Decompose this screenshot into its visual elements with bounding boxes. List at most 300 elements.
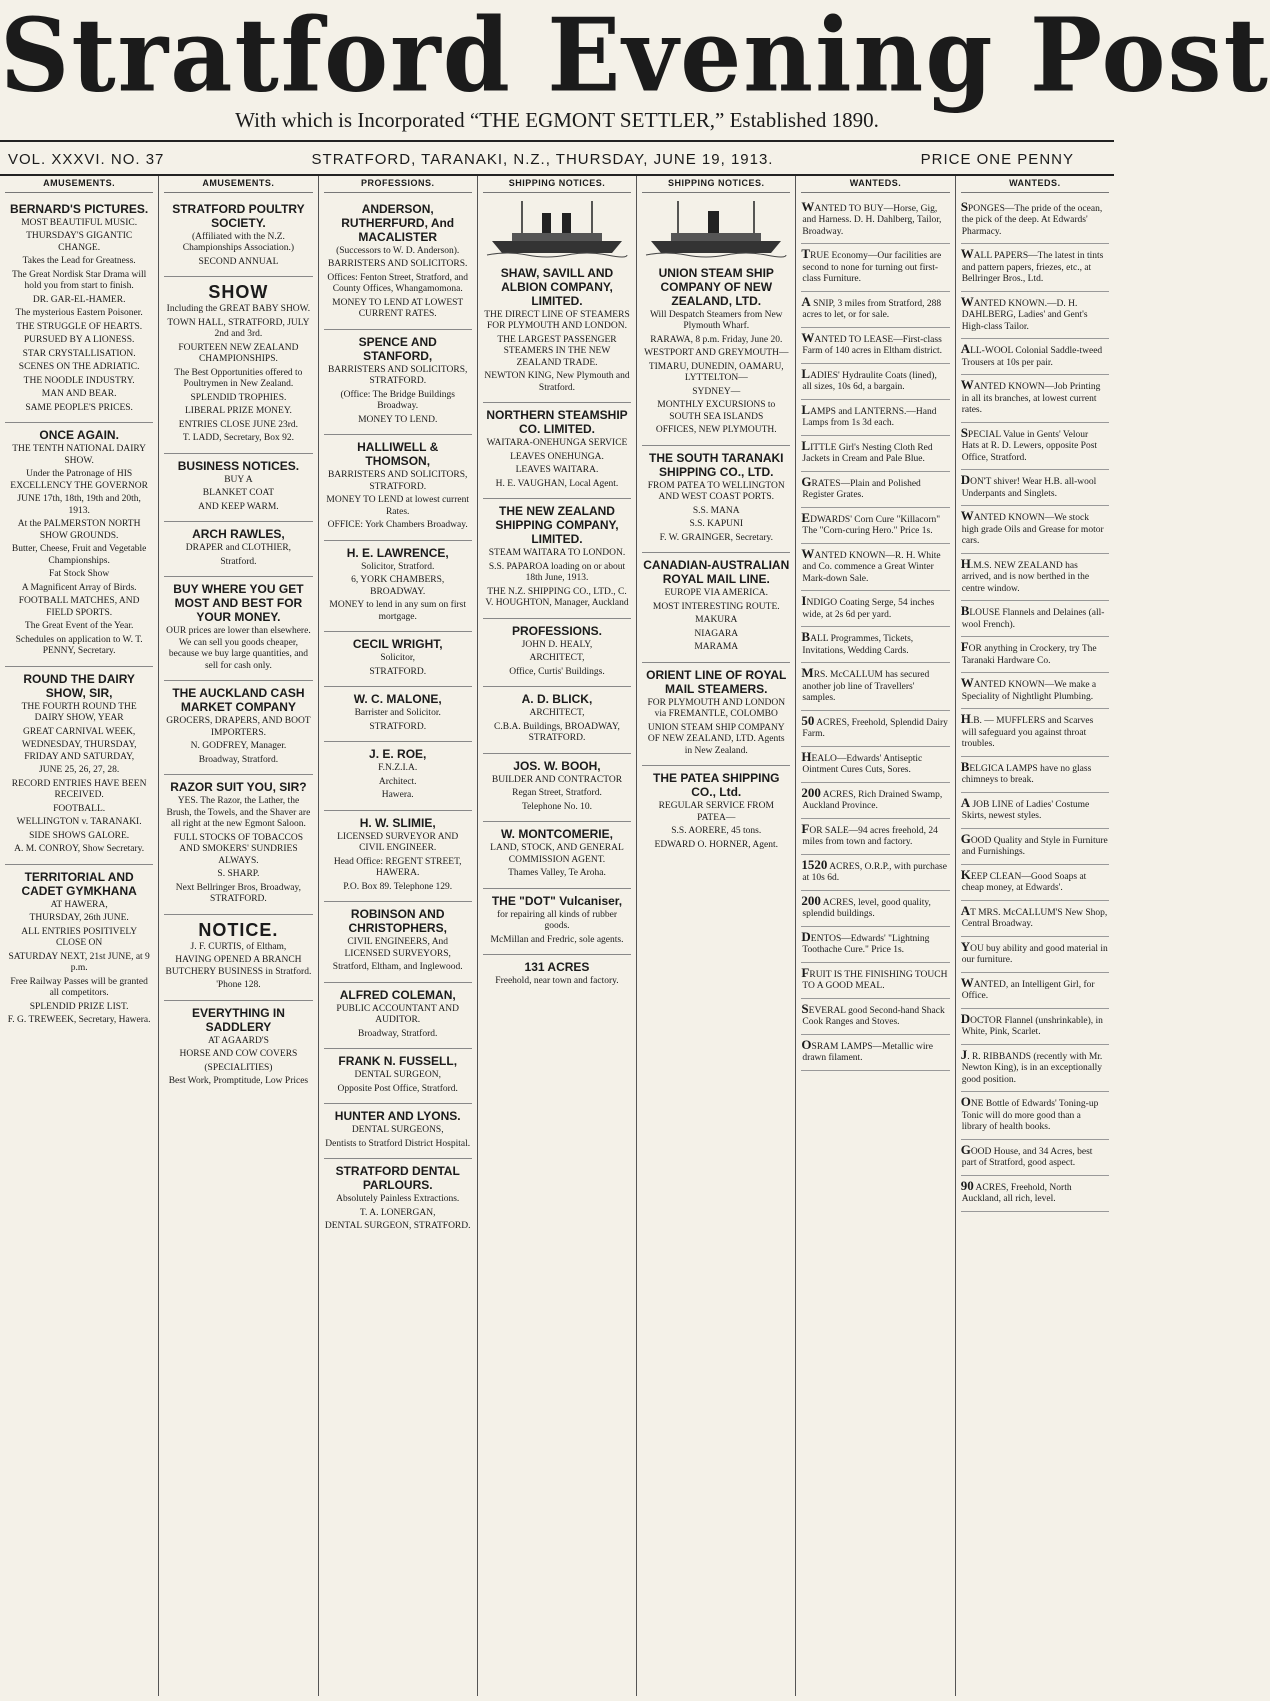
advertisement-title: SHOW — [208, 282, 269, 302]
column-wanteds-1 — [796, 176, 955, 1696]
advertisement-line: THE N.Z. SHIPPING CO., LTD., C. V. HOUGHTON, Manager, Auckland — [485, 586, 629, 608]
advertisement-line: FOOTBALL MATCHES, AND FIELD SPORTS. — [18, 596, 140, 618]
classified-text: OU buy ability and good material in our furniture. — [961, 943, 1108, 965]
classified-ad — [801, 508, 949, 544]
classified-initial: 90 — [960, 1177, 974, 1193]
newspaper-title: Stratford Evening Post — [0, 0, 1270, 115]
advertisement — [483, 955, 631, 996]
advertisement-line: YES. The Razor, the Lather, the Brush, the Towels, and the Shaver are all right at the new Egmont Saloon. — [166, 796, 311, 829]
advertisement-line: Free Railway Passes will be granted all competitors. — [10, 976, 148, 998]
advertisement-title: THE "DOT" Vulcaniser, — [491, 893, 623, 908]
classified-ad — [801, 328, 949, 364]
advertisement-title: A. D. BLICK, — [521, 692, 593, 706]
classified-text: ADIES' Hydraulite Coats (lined), all sizes, 10s 6d, a bargain. — [802, 370, 937, 392]
classified-ad — [961, 1140, 1109, 1176]
classified-text: T MRS. McCALLUM'S New Shop, Central Broadway. — [961, 907, 1108, 929]
advertisement-line: 'Phone 128. — [216, 980, 261, 990]
advertisement-line: RARAWA, 8 p.m. Friday, June 20. — [650, 334, 783, 345]
column-wanteds-2 — [956, 176, 1114, 1696]
advertisement-title: SHAW, SAVILL AND ALBION COMPANY, LIMITED. — [500, 265, 614, 308]
classified-text: .B. — MUFFLERS and Scarves will safeguard you against throat troubles. — [961, 716, 1094, 749]
advertisement-line: Fat Stock Show — [49, 569, 110, 579]
advertisement-line: Stratford, Eltham, and Inglewood. — [332, 962, 463, 972]
classified-ad — [801, 400, 949, 436]
advertisement-title: ROBINSON AND CHRISTOPHERS, — [348, 907, 447, 935]
advertisement-line: PUBLIC ACCOUNTANT AND AUDITOR. — [336, 1003, 459, 1025]
classified-text: ANTED KNOWN—Job Printing in all its branches, at lowest current rates. — [961, 382, 1101, 415]
classified-ad — [961, 937, 1109, 973]
advertisement — [5, 423, 153, 667]
advertisement-title: BUY WHERE YOU GET MOST AND BEST FOR YOUR MONEY. — [173, 582, 304, 624]
classified-ad — [961, 829, 1109, 865]
advertisement-title: TERRITORIAL AND CADET GYMKHANA — [21, 869, 137, 898]
advertisement — [5, 197, 153, 424]
advertisement-line: THURSDAY, 26th JUNE. — [29, 913, 129, 923]
classified-initial: A — [960, 794, 971, 810]
advertisement — [324, 541, 472, 633]
classified-ad — [801, 663, 949, 711]
classified-text: RATES—Plain and Polished Register Grates. — [802, 478, 921, 500]
advertisement-line: MONTHLY EXCURSIONS to SOUTH SEA ISLANDS — [657, 400, 776, 422]
classified-text: LL-WOOL Colonial Saddle-tweed Trousers at 10s per pair. — [961, 346, 1103, 368]
advertisement-line: BARRISTERS AND SOLICITORS. — [327, 259, 468, 269]
advertisement-line: H. E. VAUGHAN, Local Agent. — [495, 478, 619, 489]
advertisement-line: McMillan and Fredric, sole agents. — [490, 934, 624, 945]
advertisement-line: A. M. CONROY, Show Secretary. — [14, 844, 145, 854]
advertisement-line: ENTRIES CLOSE JUNE 23rd. — [178, 419, 299, 430]
advertisement-line: JUNE 17th, 18th, 19th and 20th, 1913. — [17, 494, 141, 516]
advertisement-title: W. MONTCOMERIE, — [500, 827, 613, 841]
advertisement-line: AT HAWERA, — [50, 899, 108, 910]
advertisement-line: Offices: Fenton Street, Stratford, and County Offices, Whangamomona. — [327, 272, 469, 294]
classified-ad — [801, 819, 949, 855]
classified-ad — [801, 963, 949, 999]
advertisement-title: ALFRED COLEMAN, — [339, 987, 456, 1002]
advertisement-line: MONEY to lend in any sum on first mortgage. — [329, 600, 466, 622]
classified-ad — [961, 865, 1109, 901]
advertisement — [324, 983, 472, 1050]
advertisement-line: ARCHITECT, — [529, 653, 585, 663]
classified-ad — [961, 637, 1109, 673]
price: PRICE ONE PENNY — [920, 150, 1074, 168]
column-heading: PROFESSIONS. — [324, 178, 472, 193]
classified-ad — [801, 747, 949, 783]
advertisement — [642, 553, 790, 663]
classified-ad — [961, 1009, 1109, 1045]
advertisement-line: TOWN HALL, STRATFORD, JULY 2nd and 3rd. — [167, 317, 310, 339]
advertisement-line: UNION STEAM SHIP COMPANY OF NEW ZEALAND, LTD. Agents in New Zealand. — [647, 722, 785, 756]
advertisement-line: T. LADD, Secretary, Box 92. — [182, 433, 294, 443]
advertisement-line: DRAPER and CLOTHIER, — [185, 543, 292, 553]
classified-text: ALL Programmes, Tickets, Invitations, Wedding Cards. — [802, 634, 914, 656]
column-heading: WANTEDS. — [801, 178, 949, 193]
advertisement-line: OFFICE: York Chambers Broadway. — [327, 520, 468, 530]
advertisement-line: CIVIL ENGINEERS, And LICENSED SURVEYORS, — [344, 937, 451, 959]
advertisement-line: EDWARD O. HORNER, Agent. — [654, 839, 779, 850]
classified-ad — [801, 244, 949, 292]
advertisement — [5, 667, 153, 865]
classified-ad — [961, 1176, 1109, 1212]
advertisement — [324, 330, 472, 436]
advertisement-line: SYDNEY— — [692, 386, 741, 397]
advertisement-line: BLANKET COAT — [202, 488, 275, 498]
advertisement-line: MAN AND BEAR. — [41, 389, 117, 399]
advertisement-line: WESTPORT AND GREYMOUTH— — [644, 348, 789, 358]
advertisement-line: (SPECIALITIES) — [204, 1062, 273, 1073]
classified-ad — [801, 1035, 949, 1071]
classified-text: ANTED TO BUY—Horse, Gig, and Harness. D. H. Dahlberg, Tailor, Broadway. — [802, 203, 942, 237]
advertisement-line: Head Office: REGENT STREET, HAWERA. — [333, 856, 462, 878]
advertisement-line: N. GODFREY, Manager. — [190, 741, 287, 751]
advertisement-title: STRATFORD POULTRY SOCIETY. — [172, 201, 305, 230]
advertisement-line: 6, YORK CHAMBERS, BROADWAY. — [351, 575, 445, 597]
advertisement-line: THE NOODLE INDUSTRY. — [23, 375, 135, 386]
advertisement-line: S.S. PAPAROA loading on or about 18th June, 1913. — [488, 561, 626, 583]
advertisement-title: ARCH RAWLES, — [192, 527, 285, 541]
column-heading: WANTEDS. — [961, 178, 1109, 193]
advertisement-line: SCENES ON THE ADRIATIC. — [18, 362, 140, 372]
classified-initial: F — [960, 639, 969, 654]
advertisement-line: (Successors to W. D. Anderson). — [336, 245, 460, 256]
advertisement — [324, 811, 472, 903]
advertisement-line: DENTAL SURGEON, STRATFORD. — [324, 1221, 471, 1231]
advertisement-title: ORIENT LINE OF ROYAL MAIL STEAMERS. — [646, 667, 787, 696]
advertisement-line: DENTAL SURGEON, — [354, 1070, 441, 1080]
classified-initial: A — [801, 293, 811, 309]
classified-text: LOUSE Flannels and Delaines (all-wool French). — [961, 608, 1105, 630]
advertisement-title: JOS. W. BOOH, — [513, 758, 601, 773]
classified-initial: F — [801, 820, 810, 836]
classified-text: OOD Quality and Style in Furniture and Furnishings. — [961, 835, 1108, 857]
classified-text: ACRES, level, good quality, splendid buildings. — [802, 897, 931, 919]
advertisement-line: LEAVES ONEHUNGA. — [510, 451, 604, 462]
advertisement — [164, 277, 312, 454]
advertisement-title: UNION STEAM SHIP COMPANY OF NEW ZEALAND, LTD. — [658, 265, 774, 308]
advertisement — [164, 577, 312, 681]
classified-text: SRAM LAMPS—Metallic wire drawn filament. — [802, 1041, 933, 1063]
classified-initial: H — [960, 555, 971, 571]
advertisement-line: TIMARU, DUNEDIN, OAMARU, LYTTELTON— — [648, 361, 784, 383]
advertisement-line: SPLENDID PRIZE LIST. — [29, 1001, 129, 1012]
advertisement-title: CECIL WRIGHT, — [352, 637, 443, 651]
classified-initial: 200 — [801, 784, 821, 800]
classified-ad — [961, 423, 1109, 471]
advertisement-line: LEAVES WAITARA. — [515, 465, 599, 475]
classified-text: PECIAL Value in Gents' Velour Hats at R. D. Lewers, opposite Post Office, Stratford. — [961, 429, 1098, 463]
advertisement — [164, 522, 312, 577]
advertisement-title: EVERYTHING IN SADDLERY — [191, 1005, 285, 1034]
advertisement-line: The Great Event of the Year. — [24, 621, 134, 631]
advertisement-line: ARCHITECT, — [529, 708, 585, 718]
advertisement-line: WEDNESDAY, THURSDAY, FRIDAY AND SATURDAY, — [21, 740, 137, 762]
advertisement — [164, 197, 312, 278]
classified-ad — [961, 601, 1109, 637]
advertisement-line: A Magnificent Array of Birds. — [21, 582, 137, 593]
advertisement-line: MOST INTERESTING ROUTE. — [652, 601, 780, 612]
classified-text: RUE Economy—Our facilities are second to none for turning out first-class Furniture. — [802, 251, 942, 284]
classified-initial: B — [960, 758, 970, 774]
classified-ad — [961, 1092, 1109, 1140]
advertisement — [483, 499, 631, 619]
classified-initial: B — [801, 629, 811, 644]
advertisement-line: JUNE 25, 26, 27, 28. — [39, 765, 120, 775]
classified-initial: W — [960, 675, 974, 690]
classified-text: ACRES, Freehold, Splendid Dairy Farm. — [802, 717, 948, 739]
advertisement-title: THE PATEA SHIPPING CO., Ltd. — [653, 771, 780, 799]
advertisement — [324, 902, 472, 983]
classified-initial: G — [801, 473, 812, 489]
column-heading: AMUSEMENTS. — [5, 178, 153, 193]
advertisement-line: Opposite Post Office, Stratford. — [337, 1083, 458, 1094]
classified-ad — [961, 470, 1109, 506]
classified-initial: F — [801, 964, 810, 980]
advertisement-line: FULL STOCKS OF TOBACCOS AND SMOKERS' SUNDRIES ALWAYS. — [173, 832, 304, 866]
advertisement — [483, 619, 631, 688]
advertisement-title: CANADIAN-AUSTRALIAN ROYAL MAIL LINE. — [643, 558, 790, 586]
advertisement-title: H. E. LAWRENCE, — [346, 545, 449, 560]
advertisement — [324, 197, 472, 330]
advertisement-line: MAKURA — [695, 615, 738, 625]
classified-text: RUIT IS THE FINISHING TOUCH TO A GOOD MEAL. — [802, 969, 948, 991]
classified-initial: S — [960, 424, 968, 440]
advertisement-title: FRANK N. FUSSELL, — [338, 1054, 458, 1068]
advertisement-title: HUNTER AND LYONS. — [334, 1109, 461, 1123]
advertisement-line: LAND, STOCK, AND GENERAL COMMISSION AGENT. — [490, 843, 624, 865]
advertisement-line: Absolutely Painless Extractions. — [336, 1194, 460, 1204]
advertisement — [324, 687, 472, 742]
classified-initial: A — [960, 902, 971, 918]
classified-ad — [801, 544, 949, 592]
advertisement — [164, 1001, 312, 1096]
classified-ad — [961, 757, 1109, 793]
advertisement-line: Architect. — [378, 776, 417, 787]
advertisement-title: THE SOUTH TARANAKI SHIPPING CO., LTD. — [649, 450, 784, 479]
classified-text: ON'T shiver! Wear H.B. all-wool Underpants and Singlets. — [961, 477, 1097, 499]
advertisement-line: THURSDAY'S GIGANTIC CHANGE. — [26, 231, 133, 253]
classified-initial: T — [801, 246, 811, 261]
classified-text: OR anything in Crockery, try The Taranaki Hardware Co. — [961, 644, 1097, 666]
advertisement-line: S. SHARP. — [217, 869, 260, 879]
classified-text: ACRES, Rich Drained Swamp, Auckland Province. — [802, 789, 943, 811]
classified-text: ACRES, O.R.P., with purchase at 10s 6d. — [802, 861, 947, 883]
advertisement-line: MONEY TO LEND. — [358, 414, 438, 425]
classified-initial: D — [960, 1010, 971, 1026]
advertisement — [324, 632, 472, 687]
advertisement-line: Broadway, Stratford. — [358, 1028, 438, 1039]
advertisement-line: GREAT CARNIVAL WEEK, — [22, 726, 136, 737]
classified-text: ANTED KNOWN.—D. H. DAHLBERG, Ladies' and Gent's High-class Tailor. — [961, 298, 1088, 332]
advertisement-line: Stratford. — [220, 556, 257, 567]
classified-initial: W — [960, 377, 974, 392]
advertisement-line: Under the Patronage of HIS EXCELLENCY THE GOVERNOR — [10, 469, 149, 491]
classified-text: ENTOS—Edwards' "Lightning Toothache Cure." Price 1s. — [802, 933, 930, 955]
advertisement-line: WAITARA-ONEHUNGA SERVICE — [486, 438, 628, 448]
masthead — [0, 0, 1270, 142]
advertisement-line: EUROPE VIA AMERICA. — [664, 588, 769, 598]
advertisement-line: BUILDER AND CONTRACTOR — [491, 774, 623, 785]
classified-text: RS. McCALLUM has secured another job line of Travellers' samples. — [802, 670, 930, 703]
classified-ad — [961, 1045, 1109, 1093]
classified-ad — [801, 472, 949, 508]
column-shipping-2 — [637, 176, 796, 1696]
classified-text: ITTLE Girl's Nesting Cloth Red Jackets in Cream and Pale Blue. — [802, 442, 933, 464]
classified-initial: M — [801, 665, 814, 680]
advertisement-line: Butter, Cheese, Fruit and Vegetable Championships. — [11, 544, 147, 566]
advertisement — [642, 766, 790, 859]
classified-text: OOD House, and 34 Acres, best part of Stratford, good aspect. — [961, 1146, 1093, 1168]
advertisement-line: F. W. GRAINGER, Secretary. — [659, 532, 773, 543]
advertisement-line: SECOND ANNUAL — [198, 256, 279, 267]
classified-initial: D — [801, 928, 811, 944]
advertisement — [324, 1159, 472, 1241]
advertisement-line: BUY A — [224, 474, 253, 485]
classified-initial: W — [960, 508, 974, 523]
classified-ad — [961, 339, 1109, 375]
classified-ad — [961, 197, 1109, 245]
advertisement-title: 131 ACRES — [524, 960, 590, 974]
advertisement-line: BARRISTERS AND SOLICITORS, STRATFORD. — [327, 364, 468, 386]
advertisement-line: Solicitor, — [380, 653, 416, 663]
advertisement-line: FOR PLYMOUTH AND LONDON via FREMANTLE, COLOMBO — [647, 697, 786, 719]
advertisement-line: REGULAR SERVICE FROM PATEA— — [658, 801, 774, 823]
advertisement — [324, 435, 472, 541]
advertisement-line: Will Despatch Steamers from New Plymouth Wharf. — [649, 309, 783, 331]
advertisement-line: THE LARGEST PASSENGER STEAMERS IN THE NEW ZEALAND TRADE. — [497, 334, 617, 368]
classified-ad — [961, 973, 1109, 1009]
classified-text: OR SALE—94 acres freehold, 24 miles from town and factory. — [802, 825, 938, 847]
classified-initial: Y — [960, 938, 971, 954]
advertisement — [483, 754, 631, 823]
advertisement-title: SPENCE AND STANFORD, — [358, 334, 437, 363]
classified-ad — [801, 627, 949, 663]
advertisement — [324, 742, 472, 811]
classified-ad — [801, 783, 949, 819]
advertisement-line: The mysterious Eastern Poisoner. — [15, 308, 143, 318]
advertisement — [642, 446, 790, 554]
classified-initial: A — [960, 341, 971, 356]
advertisement — [483, 822, 631, 889]
advertisement-title: ANDERSON, RUTHERFURD, And MACALISTER — [341, 201, 455, 244]
steamship-illustration — [642, 197, 790, 257]
advertisement-line: Takes the Lead for Greatness. — [22, 256, 136, 266]
advertisement-line: MOST BEAUTIFUL MUSIC. — [21, 217, 138, 228]
classified-text: EEP CLEAN—Good Soaps at cheap money, at Edwards'. — [961, 871, 1087, 893]
classified-text: ANTED KNOWN—We make a Speciality of Nightlight Plumbing. — [961, 680, 1097, 702]
advertisement-line: JOHN D. HEALY, — [521, 639, 593, 650]
classified-initial: W — [960, 246, 974, 261]
advertisement-line: THE TENTH NATIONAL DAIRY SHOW. — [12, 444, 147, 466]
advertisement — [483, 261, 631, 404]
advertisement-line: Schedules on application to W. T. PENNY, Secretary. — [15, 634, 143, 656]
classified-ad — [801, 591, 949, 627]
advertisement-line: DENTAL SURGEONS, — [351, 1125, 444, 1135]
classified-ad — [801, 891, 949, 927]
advertisement-line: Regan Street, Stratford. — [512, 788, 602, 798]
advertisement-line: The Best Opportunities offered to Poultrymen in New Zealand. — [174, 367, 303, 389]
place-and-date: STRATFORD, TARANAKI, N.Z., THURSDAY, JUNE 19, 1913. — [311, 150, 774, 168]
advertisement-title: RAZOR SUIT YOU, SIR? — [170, 780, 307, 794]
classified-ad — [801, 855, 949, 891]
classified-initial: W — [801, 198, 815, 214]
advertisement-line: Telephone No. 10. — [521, 801, 592, 812]
advertisement-line: Dentists to Stratford District Hospital. — [325, 1138, 471, 1149]
advertisement-title: BUSINESS NOTICES. — [177, 458, 300, 473]
advertisement-line: MONEY TO LEND AT LOWEST CURRENT RATES. — [332, 297, 464, 319]
columns — [0, 176, 1114, 1696]
steamship-illustration — [483, 197, 631, 257]
classified-ad — [961, 709, 1109, 757]
column-professions — [319, 176, 478, 1696]
classified-ad — [801, 197, 949, 245]
advertisement-line: LIBERAL PRIZE MONEY. — [184, 406, 292, 416]
classified-text: OCTOR Flannel (unshrinkable), in White, Pink, Scarlet. — [961, 1015, 1103, 1037]
advertisement-line: Solicitor, Stratford. — [361, 561, 435, 572]
classified-initial: 50 — [801, 712, 815, 728]
classified-text: . R. RIBBANDS (recently with Mr. Newton King), is in an exceptionally good position. — [961, 1051, 1103, 1085]
advertisement-line: S.S. KAPUNI — [689, 519, 744, 529]
classified-text: ANTED KNOWN—R. H. White and Co. commence a Great Winter Mark-down Sale. — [802, 550, 941, 584]
advertisement-line: SATURDAY NEXT, 21st JUNE, at 9 p.m. — [8, 951, 150, 973]
advertisement-line: Barrister and Solicitor. — [354, 708, 441, 718]
classified-ad — [961, 793, 1109, 829]
advertisement-line: WELLINGTON v. TARANAKI. — [16, 817, 142, 827]
classified-initial: D — [960, 472, 971, 487]
volume-number: VOL. XXXVI. NO. 37 — [8, 150, 165, 168]
classified-initial: K — [960, 866, 971, 882]
classified-text: NDIGO Coating Serge, 54 inches wide, at 2s 6d per yard. — [802, 598, 935, 620]
classified-ad — [961, 673, 1109, 709]
advertisement-title: PROFESSIONS. — [511, 623, 602, 638]
advertisement-title: BERNARD'S PICTURES. — [10, 201, 149, 216]
advertisement-line: RECORD ENTRIES HAVE BEEN RECEIVED. — [11, 778, 147, 800]
advertisement-title: THE AUCKLAND CASH MARKET COMPANY — [172, 686, 305, 714]
advertisement-line: SPLENDID TROPHIES. — [190, 392, 287, 403]
advertisement-title: THE NEW ZEALAND SHIPPING COMPANY, LIMITED. — [495, 504, 619, 546]
advertisement-line: FROM PATEA TO WELLINGTON AND WEST COAST PORTS. — [647, 480, 785, 502]
advertisement-line: STEAM WAITARA TO LONDON. — [488, 548, 626, 558]
advertisement-line: P.O. Box 89. Telephone 129. — [343, 881, 453, 892]
advertisement — [5, 865, 153, 1035]
advertisement-line: MONEY TO LEND at lowest current Rates. — [326, 495, 469, 517]
classified-ad — [801, 999, 949, 1035]
classified-ad — [801, 292, 949, 328]
classified-initial: G — [960, 1141, 971, 1157]
classified-ad — [961, 506, 1109, 554]
advertisement-line: FOOTBALL. — [53, 803, 106, 814]
advertisement-line: (Affiliated with the N.Z. Championships Association.) — [182, 231, 295, 253]
advertisement-line: STRATFORD. — [369, 666, 427, 677]
classified-ad — [801, 364, 949, 400]
advertisement-line: FOURTEEN NEW ZEALAND CHAMPIONSHIPS. — [178, 342, 299, 364]
advertisement — [483, 403, 631, 499]
advertisement-title: ONCE AGAIN. — [39, 428, 119, 442]
advertisement-line: Including the GREAT BABY SHOW. — [166, 304, 311, 314]
advertisement-title: ROUND THE DAIRY SHOW, SIR, — [23, 671, 135, 700]
classified-initial: E — [801, 509, 811, 525]
advertisement — [483, 889, 631, 956]
advertisement-line: At the PALMERSTON NORTH SHOW GROUNDS. — [17, 519, 141, 541]
advertisement-line: The Great Nordisk Star Drama will hold you from start to finish. — [12, 269, 147, 291]
classified-text: PONGES—The pride of the ocean, the pick of the deep. At Edwards' Pharmacy. — [961, 203, 1103, 237]
classified-initial: L — [801, 437, 811, 453]
classified-initial: O — [801, 1036, 812, 1052]
column-heading: SHIPPING NOTICES. — [642, 178, 790, 193]
advertisement-line: Office, Curtis' Buildings. — [509, 666, 605, 677]
advertisement-line: J. F. CURTIS, of Eltham, — [190, 941, 287, 952]
advertisement — [164, 775, 312, 915]
advertisement-line: NIAGARA — [694, 628, 739, 639]
classified-initial: W — [960, 974, 974, 990]
